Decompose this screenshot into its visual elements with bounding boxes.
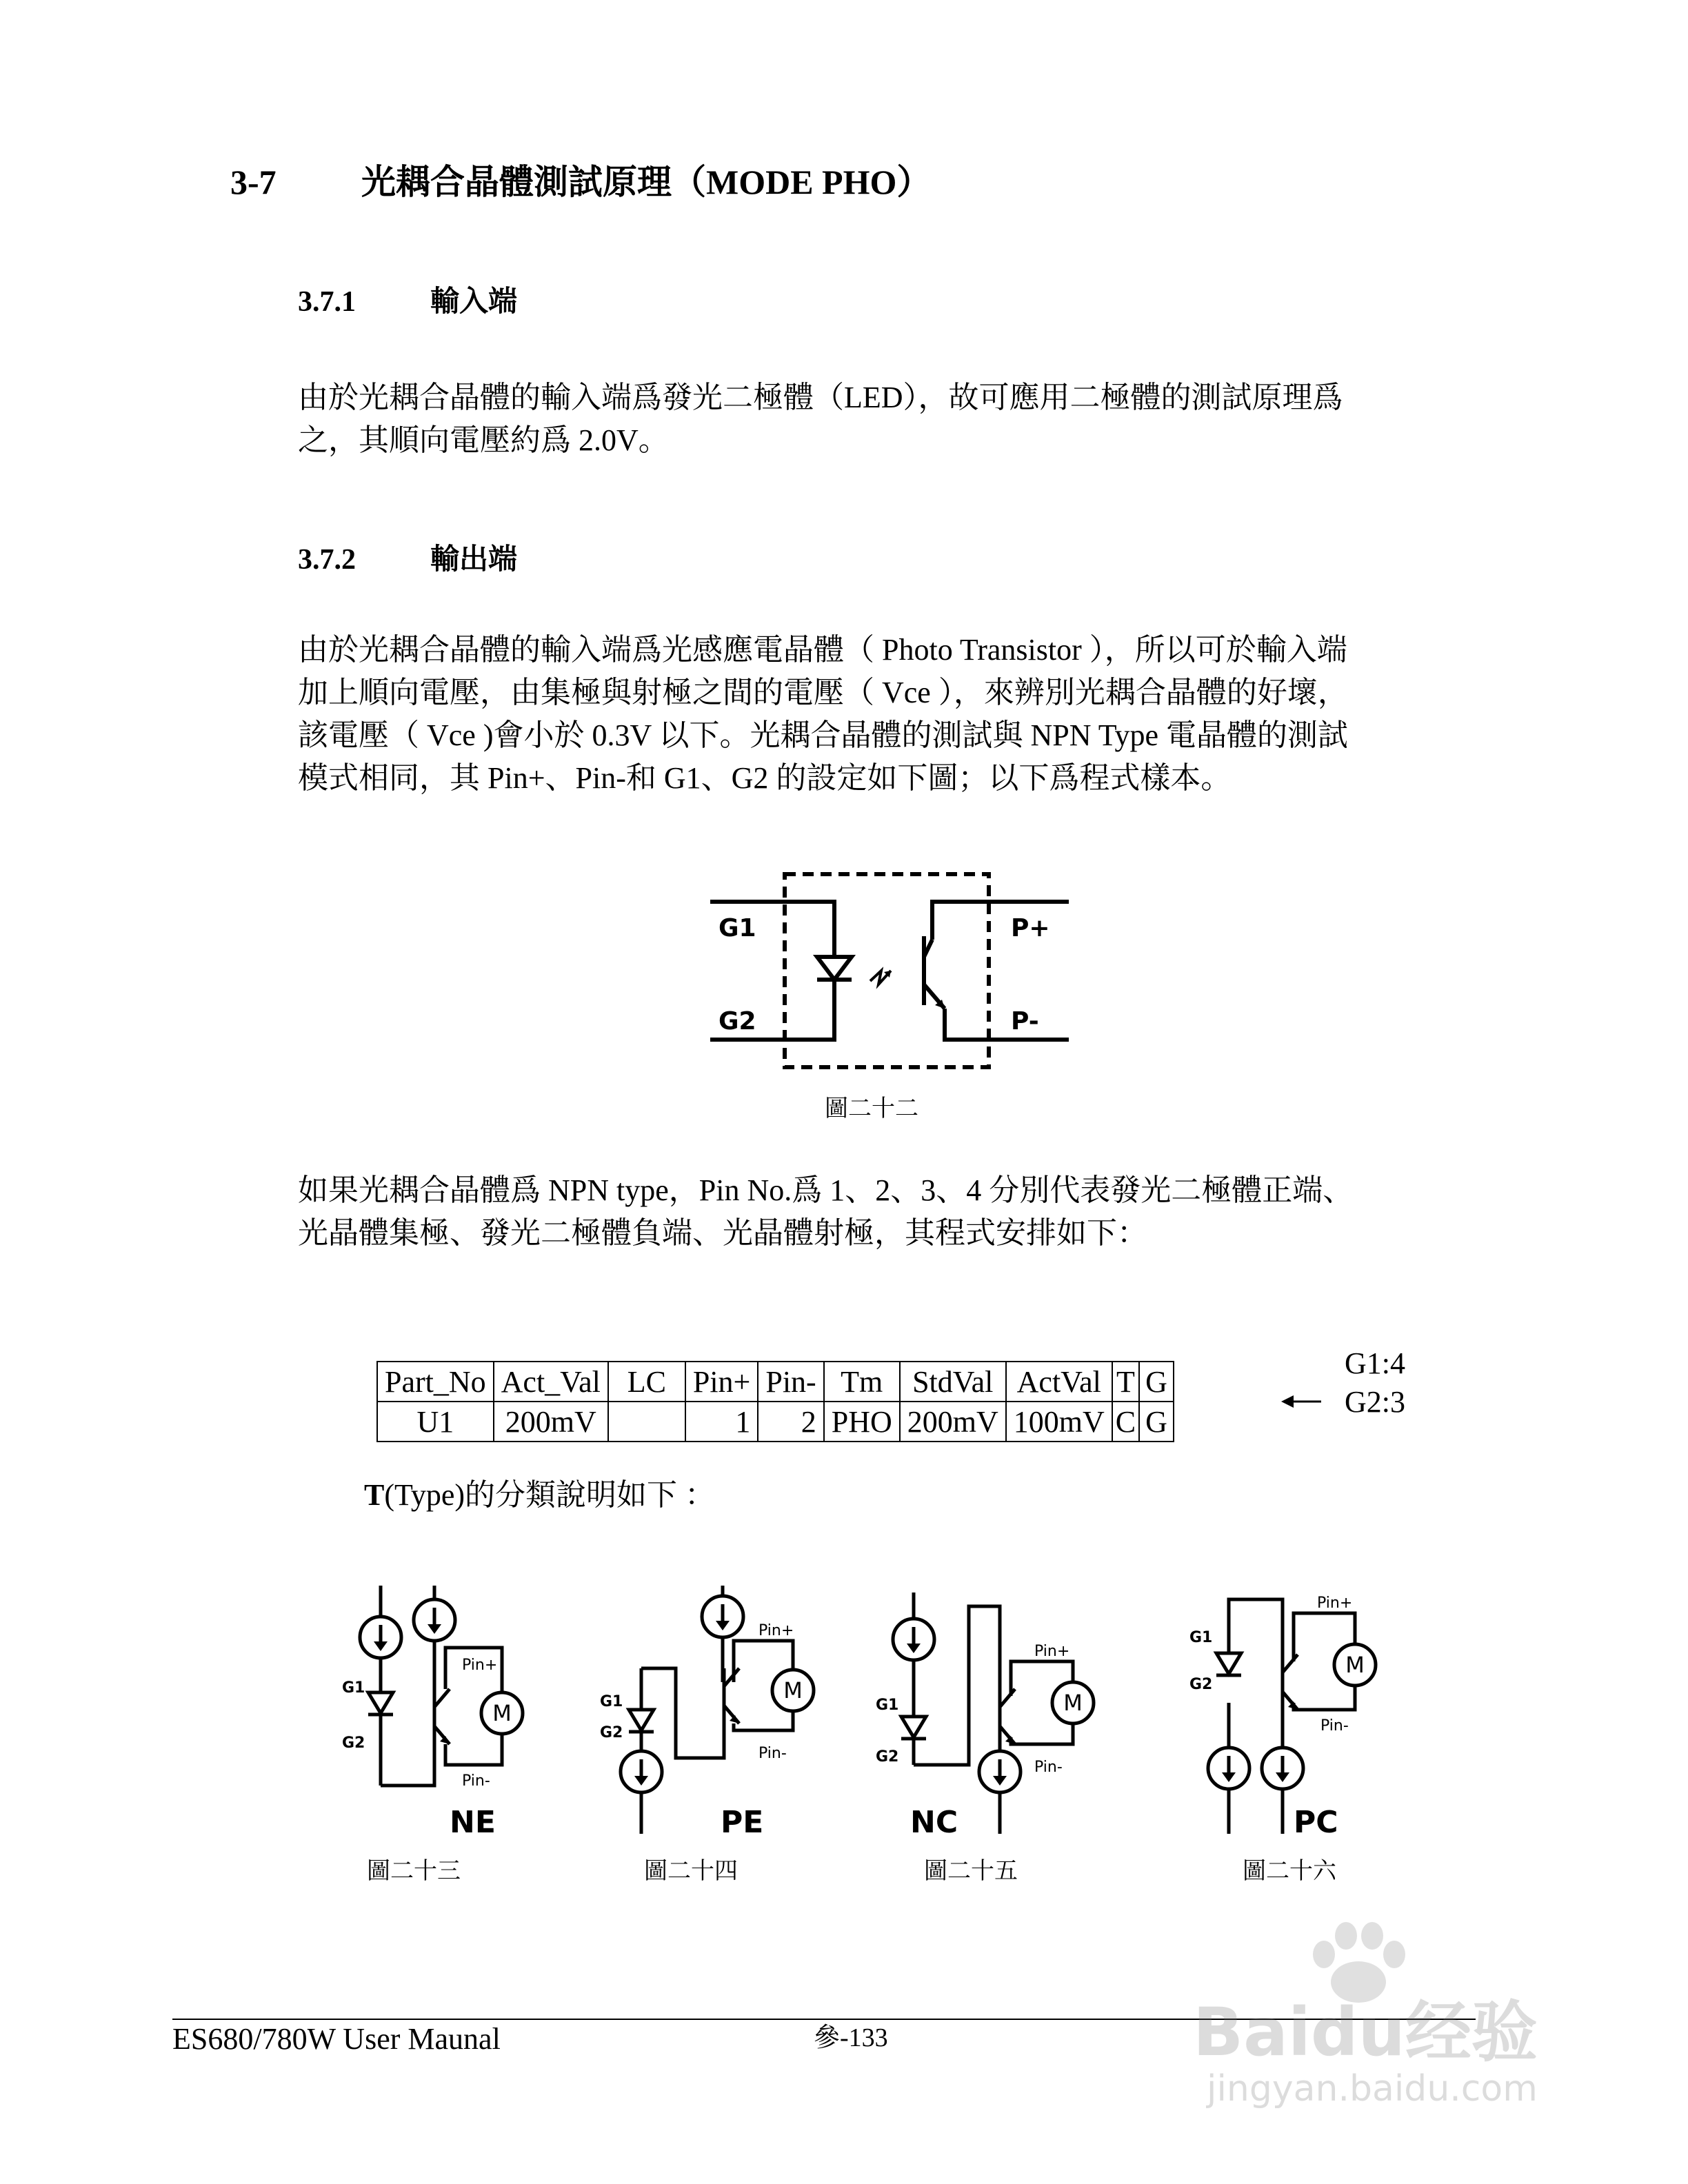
type-code-label: PC — [1294, 1805, 1338, 1840]
paragraph-pin-assignment — [298, 1169, 1444, 1255]
g1-label: G1 — [1189, 1629, 1213, 1646]
table-header: T — [1112, 1362, 1139, 1402]
current-source-icon — [414, 1599, 455, 1641]
transistor-icon — [434, 1689, 450, 1744]
type-note-text: (Type)的分類說明如下 ： — [384, 1478, 715, 1512]
type-code-label: PE — [721, 1805, 764, 1840]
paragraph-line: 如果光耦合晶體爲 NPN type，Pin No.爲 1、2、3、4 分別代表發光二極體正端、 — [298, 1173, 1354, 1207]
motor-label: M — [492, 1700, 512, 1726]
g1-label: G1 — [600, 1693, 623, 1710]
table-header: Pin+ — [685, 1362, 758, 1402]
current-source-icon — [360, 1617, 401, 1658]
paragraph-output — [298, 629, 1444, 800]
page-number: 參-133 — [814, 2023, 888, 2052]
subsection-title: 輸出端 — [430, 544, 518, 576]
table-cell: 200mV — [900, 1402, 1006, 1442]
type-diagram-nc — [914, 1593, 1073, 1834]
g2-note: G2:3 — [1345, 1385, 1405, 1419]
paragraph-input — [298, 376, 1444, 462]
section-title: 光耦合晶體測試原理（MODE PHO） — [361, 163, 932, 201]
transistor-icon — [724, 1668, 739, 1723]
motor-label: M — [1063, 1690, 1083, 1716]
table-cell: 2 — [758, 1402, 823, 1442]
paragraph-line: 該電壓（ Vce )會小於 0.3V 以下。光耦合晶體的測試與 NPN Type 電晶體的測試 — [298, 718, 1349, 752]
figure-caption: 圖二十五 — [924, 1859, 1018, 1884]
led-diode-icon — [901, 1717, 926, 1739]
table-header: Pin- — [758, 1362, 823, 1402]
baidu-watermark — [1193, 1917, 1579, 2123]
g1-label: G1 — [876, 1697, 899, 1714]
table-cell: 100mV — [1006, 1402, 1112, 1442]
pplus-label: P+ — [1011, 914, 1050, 942]
table-cell: C — [1112, 1402, 1139, 1442]
subsection-number: 3.7.2 — [298, 544, 356, 576]
pin-plus-label: Pin+ — [758, 1622, 794, 1639]
current-source-icon — [1262, 1748, 1303, 1789]
paragraph-line: 由於光耦合晶體的輸入端爲發光二極體（LED），故可應用二極體的測試原理爲 — [298, 381, 1343, 414]
table-cell: U1 — [377, 1402, 494, 1442]
current-source-icon — [979, 1751, 1021, 1792]
transistor-icon — [1283, 1655, 1298, 1710]
optocoupler-diagram — [710, 867, 1069, 1074]
paragraph-line: 加上順向電壓，由集極與射極之間的電壓（ Vce ），來辨別光耦合晶體的好壞， — [298, 676, 1348, 709]
figure-caption: 圖二十二 — [825, 1096, 918, 1122]
motor-label: M — [1345, 1652, 1365, 1678]
g1-label: G1 — [719, 914, 756, 942]
current-source-icon — [893, 1619, 934, 1660]
paragraph-line: 光晶體集極、發光二極體負端、光晶體射極，其程式安排如下： — [298, 1216, 1147, 1250]
led-symbol — [817, 957, 852, 980]
pin-plus-label: Pin+ — [1034, 1643, 1070, 1660]
subsection-heading-output — [298, 536, 517, 578]
table-cell: G — [1139, 1402, 1174, 1442]
watermark-url: jingyan.baidu.com — [1207, 2068, 1538, 2110]
g1-label: G1 — [342, 1679, 365, 1697]
figure-caption: 圖二十六 — [1243, 1859, 1336, 1884]
pin-minus-label: Pin- — [1034, 1759, 1063, 1776]
g2-label: G2 — [719, 1007, 756, 1035]
figure-caption: 圖二十四 — [644, 1859, 738, 1884]
pminus-label: P- — [1011, 1007, 1039, 1035]
pin-minus-label: Pin- — [1320, 1717, 1349, 1735]
table-header: StdVal — [900, 1362, 1006, 1402]
pin-plus-label: Pin+ — [462, 1657, 498, 1674]
table-header-row — [377, 1362, 1174, 1402]
table-header: G — [1139, 1362, 1174, 1402]
current-source-icon — [702, 1596, 743, 1637]
pminus-wire — [945, 1009, 1069, 1040]
arrow-left-icon — [1281, 1391, 1323, 1412]
section-number: 3-7 — [230, 163, 277, 201]
type-code-label: NC — [910, 1805, 958, 1840]
watermark-brand: Baidu经验 — [1193, 1994, 1538, 2071]
type-diagrams — [324, 1565, 1427, 1841]
pin-plus-label: Pin+ — [1317, 1595, 1353, 1612]
paragraph-line: 之，其順向電壓約爲 2.0V。 — [298, 423, 669, 457]
pin-minus-label: Pin- — [462, 1772, 490, 1790]
current-source-icon — [621, 1751, 662, 1792]
section-heading — [230, 154, 931, 204]
current-source-icon — [1208, 1748, 1249, 1789]
subsection-heading-input — [298, 279, 517, 320]
subsection-number: 3.7.1 — [298, 286, 356, 318]
table-cell: PHO — [824, 1402, 900, 1442]
subsection-title: 輸入端 — [430, 286, 518, 318]
g2-label: G2 — [876, 1748, 899, 1766]
pin-minus-label: Pin- — [758, 1745, 787, 1762]
g2-label: G2 — [342, 1735, 365, 1752]
type-diagram-pc — [1229, 1599, 1355, 1834]
table-cell: 1 — [685, 1402, 758, 1442]
table-cell: 200mV — [494, 1402, 608, 1442]
g2-label: G2 — [600, 1724, 623, 1741]
transistor-icon — [1000, 1689, 1015, 1744]
motor-label: M — [783, 1677, 803, 1703]
table-cell — [608, 1402, 685, 1442]
table-header: Part_No — [377, 1362, 494, 1402]
table-header: Act_Val — [494, 1362, 608, 1402]
led-diode-icon — [629, 1710, 654, 1732]
type-code-label: NE — [450, 1805, 496, 1840]
figure-caption: 圖二十三 — [367, 1859, 461, 1884]
g1-note: G1:4 — [1345, 1346, 1405, 1380]
paragraph-line: 模式相同，其 Pin+、Pin-和 G1、G2 的設定如下圖；以下爲程式樣本。 — [298, 761, 1232, 795]
table-header: LC — [608, 1362, 685, 1402]
type-note-bold: T — [364, 1478, 385, 1512]
g2-label: G2 — [1189, 1676, 1213, 1693]
table-row — [377, 1402, 1174, 1442]
led-diode-icon — [368, 1692, 393, 1715]
table-header: ActVal — [1006, 1362, 1112, 1402]
footer-manual-title: ES680/780W User Maunal — [172, 2022, 501, 2056]
table-header: Tm — [824, 1362, 900, 1402]
led-diode-icon — [1216, 1653, 1241, 1675]
type-note — [364, 1470, 715, 1514]
paragraph-line: 由於光耦合晶體的輸入端爲光感應電晶體（ Photo Transistor ），所以可於輸入端 — [298, 633, 1347, 667]
program-table — [376, 1361, 1174, 1442]
